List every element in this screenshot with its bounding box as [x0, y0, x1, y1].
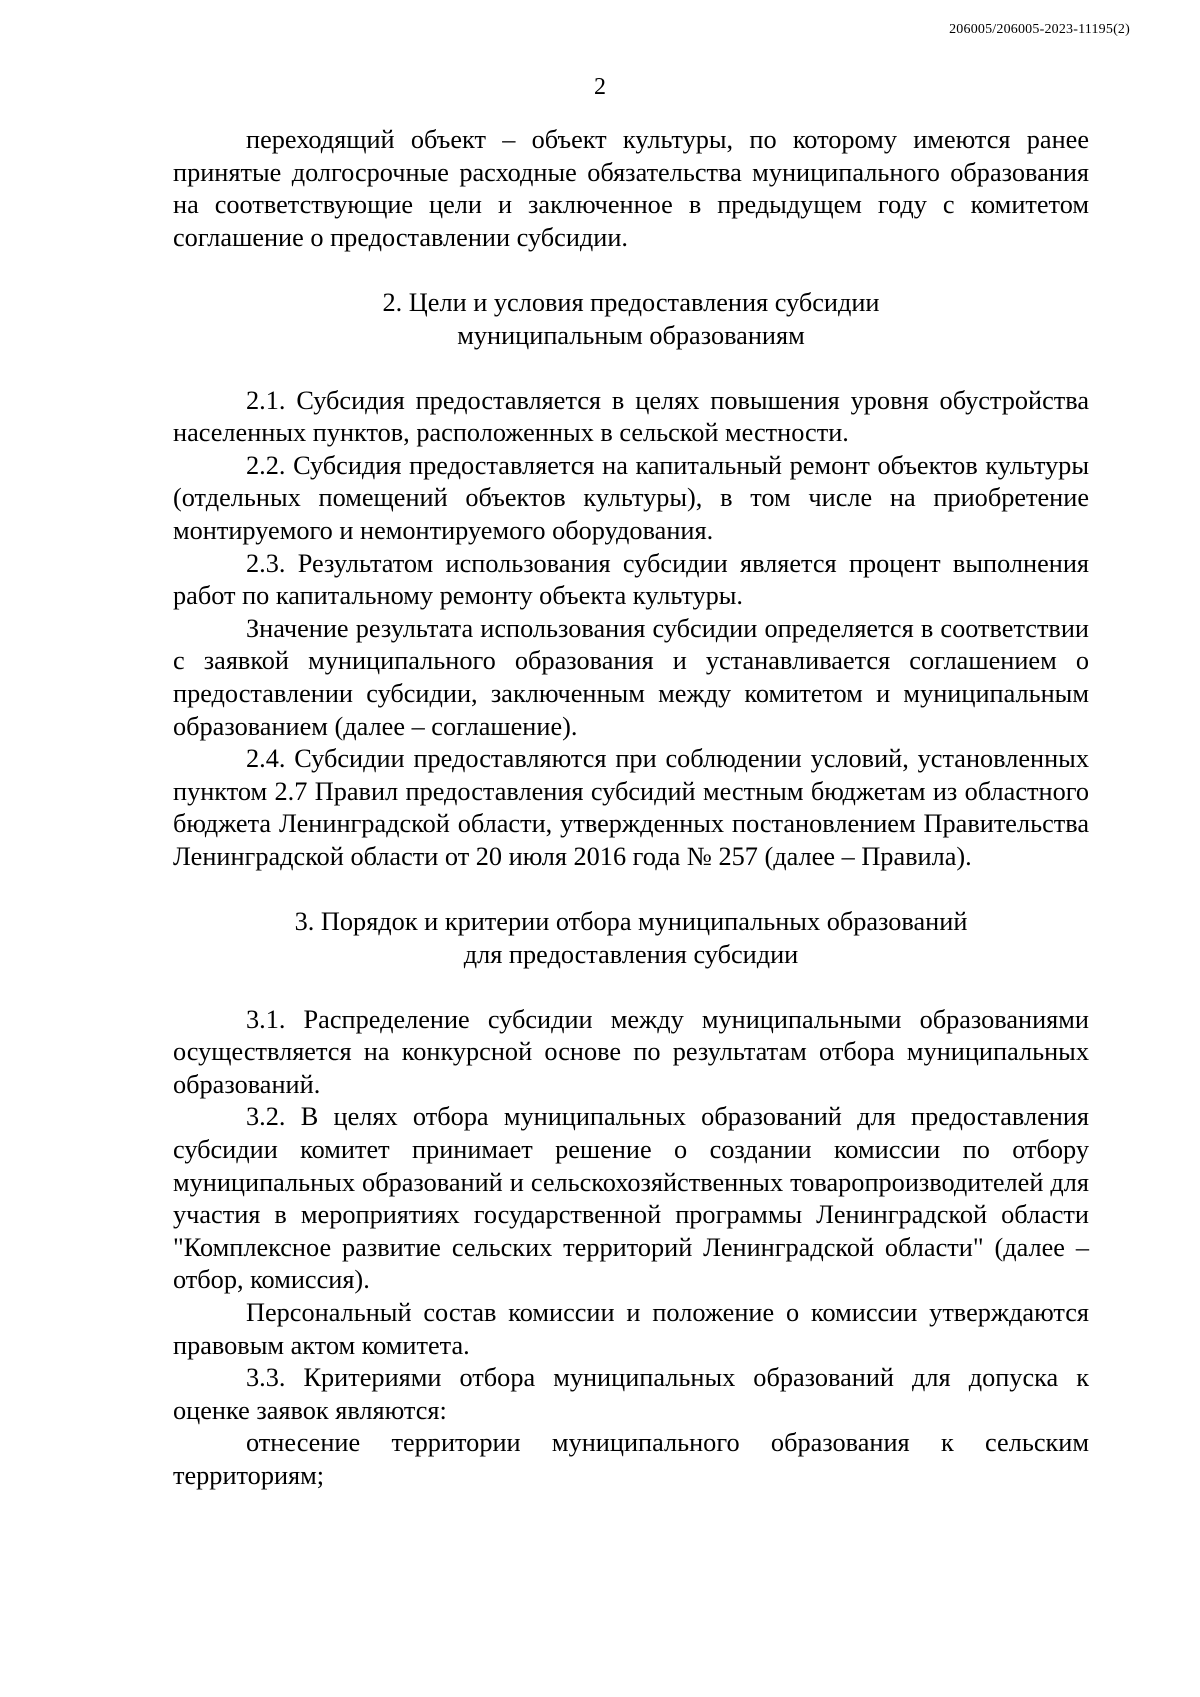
paragraph-2-3: 2.3. Результатом использования субсидии является процент выполнения работ по капитальному ремонту объекта культуры. [173, 548, 1089, 611]
paragraph-2-3-value: Значение результата использования субсидии определяется в соответствии с заявкой муниципального образования и устанавливается соглашением о предоставлении субсидии, заключенным между комитетом и муниципальным образованием (далее – соглашение). [173, 613, 1089, 741]
paragraph-2-1: 2.1. Субсидия предоставляется в целях повышения уровня обустройства населенных пунктов, расположенных в сельской местности. [173, 385, 1089, 448]
paragraph-2-2: 2.2. Субсидия предоставляется на капитальный ремонт объектов культуры (отдельных помещений объектов культуры), в том числе на приобретение монтируемого и немонтируемого оборудования. [173, 450, 1089, 545]
section-2-title-line-2: муниципальным образованиям [457, 320, 805, 350]
section-3-title-line-1: 3. Порядок и критерии отбора муниципальных образований [294, 907, 968, 937]
intro-paragraph: переходящий объект – объект культуры, по которому имеются ранее принятые долгосрочные расходные обязательства муниципального образования на соответствующие цели и заключенное в предыдущем году с комитетом соглашение о предоставлении субсидии. [173, 125, 1089, 252]
paragraph-3-3-criterion: отнесение территории муниципального образования к сельским территориям; [173, 1428, 1089, 1490]
section-2-heading [173, 287, 1089, 352]
paragraph-3-3: 3.3. Критериями отбора муниципальных образований для допуска к оценке заявок являются: [173, 1363, 1089, 1425]
document-id: 206005/206005-2023-11195(2) [949, 22, 1130, 37]
section-3-heading [173, 906, 1089, 971]
page-number: 2 [594, 74, 606, 100]
paragraph-3-2-commission: Персональный состав комиссии и положение о комиссии утверждаются правовым актом комитета. [173, 1298, 1089, 1360]
section-3-title-line-2: для предоставления субсидии [463, 940, 799, 970]
paragraph-2-4: 2.4. Субсидии предоставляются при соблюдении условий, установленных пунктом 2.7 Правил предоставления субсидий местным бюджетам из областного бюджета Ленинградской области, утвержденных постановлением Правительства Ленинградской области от 20 июля 2016 года № 257 (далее – Правила). [173, 744, 1089, 871]
document-body [173, 124, 1089, 1493]
paragraph-3-2: 3.2. В целях отбора муниципальных образований для предоставления субсидии комитет принимает решение о создании комиссии по отбору муниципальных образований и сельскохозяйственных товаропроизводителей для участия в мероприятиях государственной программы Ленинградской области "Комплексное развитие сельских территорий Ленинградской области" (далее – отбор, комиссия). [173, 1102, 1089, 1295]
section-2-title-line-1: 2. Цели и условия предоставления субсидии [382, 288, 880, 318]
paragraph-3-1: 3.1. Распределение субсидии между муниципальными образованиями осуществляется на конкурсной основе по результатам отбора муниципальных образований. [173, 1004, 1089, 1099]
